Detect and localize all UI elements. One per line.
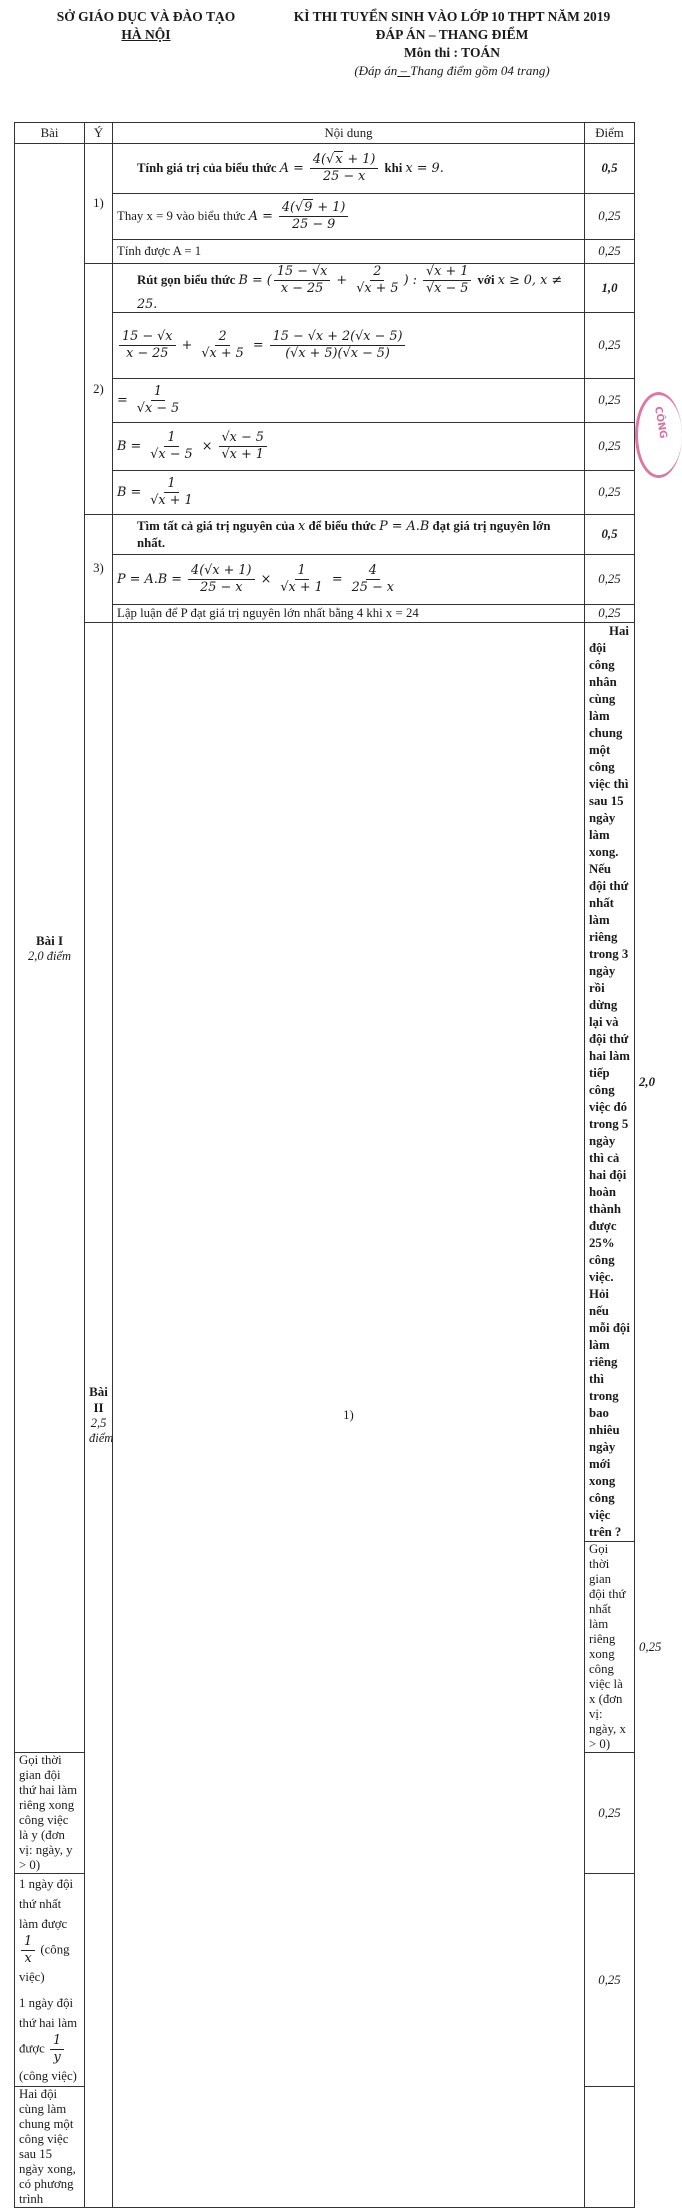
- r1-cond: x = 9.: [405, 161, 444, 176]
- answer-key-title: ĐÁP ÁN – THANG ĐIỂM: [375, 27, 529, 42]
- official-stamp: [635, 392, 682, 478]
- col-header-bai: Bài: [15, 123, 85, 144]
- header-right: [262, 8, 642, 80]
- row-r2: [113, 194, 585, 240]
- note-a: (Đáp án: [354, 63, 398, 78]
- r2-score: 0,25: [585, 194, 635, 240]
- r5-score: 0,25: [585, 313, 635, 379]
- r16-score: [585, 2087, 635, 2208]
- note-dash: –: [397, 63, 411, 78]
- r9-text-c: đạt giá trị nguyên lớn nhất.: [137, 519, 551, 550]
- exam-title: KÌ THI TUYỂN SINH VÀO LỚP 10 THPT NĂM 2019: [293, 9, 611, 24]
- answer-table: Bài Ý Nội dung Điểm Bài I 2,0 điểm 1) Tính giá trị của biểu thức A = $\frac{4(√x + 1)}{25 - x}$ khi x = 9. 0,5 Thay x = 9 vào biểu thức A = $\frac{4(√9 + 1)}{25 - 9}$ 0,25 Tính được A = 1 0,25 2) Rút gọn biểu thức B = ( $\frac{15 - √x}{x - 25}$ + $\frac{2}{√x + 5}$ ) : $\frac{√x + 1}{√x - 5}$ với x ≥ 0, x ≠ 25. 1,0 $\frac{15 - √x}{x - 25}$ + $\frac{2}{√x + 5}$ = $\frac{15 - √x + 2(√x - 5)}{(√x + 5)(√x - 5)}$ 0,25 = $\frac{1}{√x - 5}$ 0,25 B = $\frac{1}{√x - 5}$ × $\frac{√x - 5}{√x + 1}$ 0,25 B = $\frac{1}{√x + 1}$ 0,25 3) Tìm tất cả giá trị nguyên của x để biểu thức P = A.B đạt giá trị nguyên lớn nhất. 0,5 P = A.B = $\frac{4(√x + 1)}{25 - x}$ × $\frac{1}{√x + 1}$ = $\frac{4}{25 - x}$ 0,25 Lập luận để P đạt giá trị nguyên lớn nhất bằng 4 khi x = 24 0,25 Bài II 2,5 điểm 1) Hai đội công nhân cùng làm chung một công việc thì sau 15 ngày làm xong. Nếu đội thứ nhất làm riêng trong 3 ngày rồi dừng lại và đội thứ hai làm tiếp công việc đó trong 5 ngày thì cả hai đội hoàn thành được 25% công việc. Hỏi nếu mỗi đội làm riêng thì trong bao nhiêu ngày mới xong công việc trên ? 2,0 Gọi thời gian đội thứ nhất làm riêng xong công việc là x (đơn vị: ngày, x > 0) 0,25 Gọi thời gian đội thứ hai làm riêng xong công việc là y (đơn vị: ngày, y > 0) 0,25 1 ngày đội thứ nhất làm được $\frac{1}{x}$ (công việc) 1 ngày đội thứ hai làm được $\frac{1}{y}$ (công việc) 0,25 Hai đội cùng làm chung một công việc sau 15 ngày xong, có phương trình: [14, 122, 635, 2208]
- row-r11: Lập luận để P đạt giá trị nguyên lớn nhất bằng 4 khi x = 24: [113, 605, 585, 623]
- row-r10: [113, 555, 585, 605]
- r15-line2: 1 ngày đội thứ hai làm được $\frac{1}{y}$ (công việc): [19, 1996, 78, 2083]
- header-left: [36, 8, 256, 44]
- r10-score: 0,25: [585, 555, 635, 605]
- row-r5: [113, 313, 585, 379]
- bai1-score: 2,0 điểm: [27, 948, 72, 963]
- y1-label: 1): [85, 144, 113, 264]
- r9-text-a: Tìm tất cả giá trị nguyên của: [137, 519, 299, 533]
- r4-cond: x ≥ 0, x ≠ 25.: [137, 273, 563, 312]
- row-r14: Gọi thời gian đội thứ hai làm riêng xong công việc là y (đơn vị: ngày, y > 0): [15, 1753, 85, 1874]
- row-r8: [113, 471, 585, 515]
- r2-text: Thay x = 9 vào biểu thức: [117, 209, 246, 223]
- r4-formula: B = ( $\frac{15 - √x}{x - 25}$ + $\frac{2}{√x + 5}$ ) : $\frac{√x + 1}{√x - 5}$: [239, 273, 478, 288]
- r15-line2-unit: (công việc): [19, 2069, 77, 2083]
- row-r4: [113, 264, 585, 313]
- col-header-score: Điểm: [585, 123, 635, 144]
- row-r12: Hai đội công nhân cùng làm chung một công việc thì sau 15 ngày làm xong. Nếu đội thứ nhất làm riêng trong 3 ngày rồi dừng lại và đội thứ hai làm tiếp công việc đó trong 5 ngày thì cả hai đội hoàn thành được 25% công việc. Hỏi nếu mỗi đội làm riêng thì trong bao nhiêu ngày mới xong công việc trên ?: [585, 623, 635, 1542]
- bai2-cell: [85, 623, 113, 2208]
- row-r3: Tính được A = 1: [113, 240, 585, 264]
- r15-score: 0,25: [585, 1874, 635, 2087]
- r1-score: 0,5: [585, 144, 635, 194]
- y2-label: 2): [85, 264, 113, 515]
- r4-score: 1,0: [585, 264, 635, 313]
- bai2-score: 2,5 điểm: [89, 1416, 114, 1445]
- r7-formula: B = $\frac{1}{√x - 5}$ × $\frac{√x - 5}{√x + 1}$: [117, 439, 269, 454]
- r15-line1: 1 ngày đội thứ nhất làm được $\frac{1}{x}$ (công việc): [19, 1877, 74, 1984]
- city-name: HÀ NỘI: [121, 27, 171, 42]
- r3-score: 0,25: [585, 240, 635, 264]
- row-r6: [113, 379, 585, 423]
- col-header-y: Ý: [85, 123, 113, 144]
- row-r13: Gọi thời gian đội thứ nhất làm riêng xong công việc là x (đơn vị: ngày, x > 0): [585, 1542, 635, 1753]
- r9-text-b: để biểu thức: [305, 519, 380, 533]
- subject-title: Môn thi : TOÁN: [404, 45, 500, 60]
- y3-label: 3): [85, 515, 113, 623]
- bai1-title: Bài I: [35, 932, 64, 948]
- r10-formula: P = A.B = $\frac{4(√x + 1)}{25 - x}$ × $\frac{1}{√x + 1}$ = $\frac{4}{25 - x}$: [117, 563, 394, 595]
- r8-formula: B = $\frac{1}{√x + 1}$: [117, 476, 193, 508]
- row-r15: [15, 1874, 85, 2087]
- r6-score: 0,25: [585, 379, 635, 423]
- stamp-text: CÔNG: [651, 405, 669, 440]
- r2-formula: A = $\frac{4(√9 + 1)}{25 - 9}$: [249, 209, 351, 224]
- r15-line1-unit: (công việc): [19, 1942, 70, 1984]
- col-header-content: Nội dung: [113, 123, 585, 144]
- department-name: SỞ GIÁO DỤC VÀ ĐÀO TẠO: [56, 9, 236, 24]
- row-r16: Hai đội cùng làm chung một công việc sau 15 ngày xong, có phương trình: [15, 2087, 85, 2208]
- page-note: [262, 62, 642, 80]
- r14-score: 0,25: [585, 1753, 635, 1874]
- r9-expr: P = A.B: [379, 519, 430, 534]
- r8-score: 0,25: [585, 471, 635, 515]
- r9-score: 0,5: [585, 515, 635, 555]
- row-r1: [113, 144, 585, 194]
- r4-text: Rút gọn biểu thức: [137, 273, 239, 287]
- r6-formula: = $\frac{1}{√x - 5}$: [117, 384, 180, 416]
- r1-text: Tính giá trị của biểu thức: [137, 161, 280, 175]
- r11-score: 0,25: [585, 605, 635, 623]
- r5-formula: $\frac{15 - √x}{x - 25}$ + $\frac{2}{√x + 5}$ = $\frac{15 - √x + 2(√x - 5)}{(√x + 5)(√x - 5)}$: [117, 338, 407, 353]
- r1-formula: A = $\frac{4(√x + 1)}{25 - x}$: [280, 161, 385, 176]
- r7-score: 0,25: [585, 423, 635, 471]
- bai1-cell: [15, 144, 85, 1753]
- r15-line2-text: 1 ngày đội thứ hai làm được: [19, 1996, 78, 2056]
- bai2-title: Bài II: [89, 1384, 108, 1415]
- r9-var: x: [298, 519, 306, 534]
- y4-label: 1): [113, 623, 585, 2208]
- r15-line1-text: 1 ngày đội thứ nhất làm được: [19, 1877, 74, 1931]
- row-r7: [113, 423, 585, 471]
- r1-khi: khi: [384, 161, 406, 175]
- note-b: Thang điểm gồm 04 trang): [410, 63, 550, 78]
- r4-voi: với: [477, 273, 498, 287]
- row-r9: [113, 515, 585, 555]
